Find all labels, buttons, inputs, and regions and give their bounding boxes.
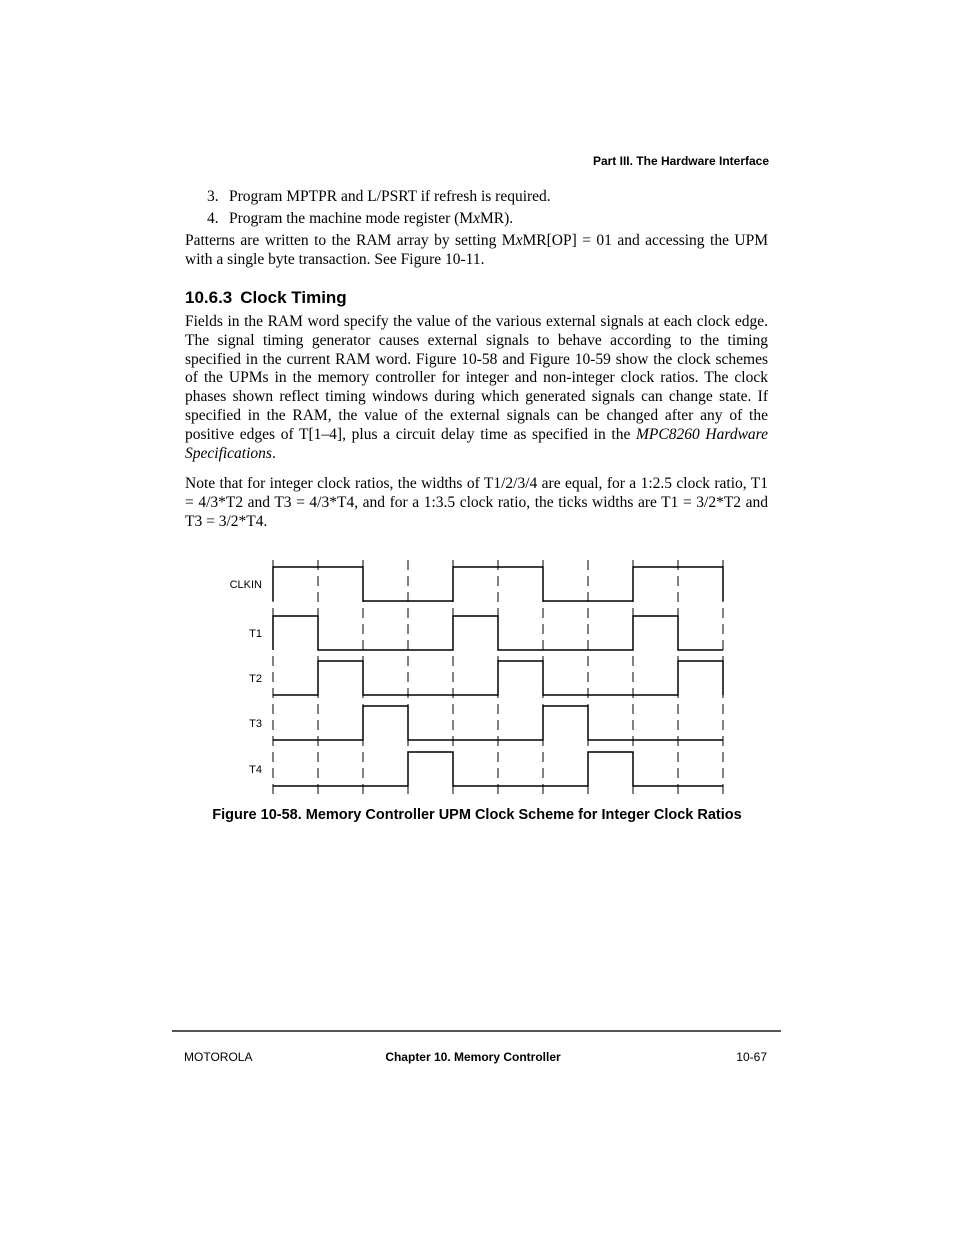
signal-waveform-t1 [273, 616, 723, 650]
procedure-steps [207, 186, 551, 230]
paragraph-ram-patterns: Patterns are written to the RAM array by setting MxMR[OP] = 01 and accessing the UPM with a single byte transaction. See Figure 10-11. [185, 232, 768, 268]
paragraph-clock-ratios: Note that for integer clock ratios, the widths of T1/2/3/4 are equal, for a 1:2.5 clock ratio, T1 = 4/3*T2 and T3 = 4/3*T4, and for a 1:3.5 clock ratio, the ticks widths are T1 = 3/2*T2 and T3 = 3/2*T4. [185, 475, 768, 530]
step-4 [207, 208, 551, 230]
figure-caption: Figure 10-58. Memory Controller UPM Clock Scheme for Integer Clock Ratios [212, 807, 742, 823]
section-number: 10.6.3 [185, 288, 233, 307]
step-text: Program MPTPR and L/PSRT if refresh is required. [229, 188, 551, 205]
signal-label-t4: T4 [249, 764, 262, 776]
step-number: 4. [207, 210, 219, 227]
running-header: Part III. The Hardware Interface [592, 154, 769, 168]
footer-page-number: 10-67 [736, 1050, 767, 1064]
footer-chapter: Chapter 10. Memory Controller [385, 1050, 561, 1064]
step-number: 3. [207, 188, 219, 205]
signal-label-t3: T3 [249, 718, 262, 730]
section-heading [185, 288, 347, 308]
signal-waveform-t2 [273, 661, 723, 695]
footer-publisher: MOTOROLA [184, 1050, 253, 1064]
paragraph-clock-fields: Fields in the RAM word specify the value of the various external signals at each clock edge. The signal timing generator causes external signals to behave according to the timing specified in the current RAM word. Figure 10-58 and Figure 10-59 show the clock schemes of the UPMs in the memory controller for integer and non-integer clock ratios. The clock phases shown reflect timing windows during which generated signals can change state. If specified in the RAM, the value of the external signals can be changed after any of the positive edges of T[1–4], plus a circuit delay time as specified in the MPC8260 Hardware Specifications. [185, 313, 768, 462]
timing-diagram [222, 556, 732, 798]
signal-label-clkin: CLKIN [229, 579, 262, 591]
step-text: Program the machine mode register (MxMR). [229, 210, 514, 227]
section-title: Clock Timing [240, 288, 347, 307]
footer-rule [172, 1030, 781, 1032]
step-3 [207, 186, 551, 208]
signal-label-t1: T1 [249, 628, 262, 640]
signal-label-t2: T2 [249, 673, 262, 685]
